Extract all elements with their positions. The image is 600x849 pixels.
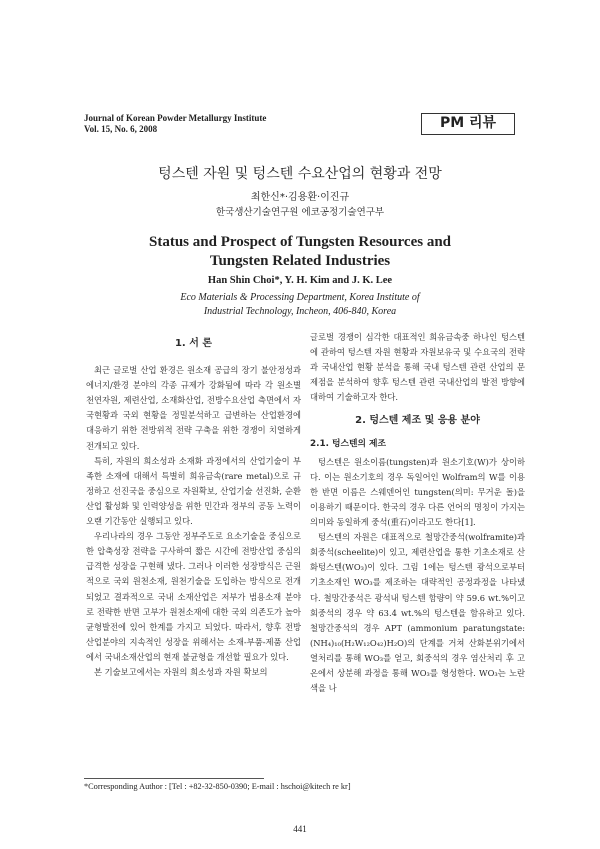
section-heading-manufacturing: 2. 텅스텐 제조 및 응용 분야 [355, 415, 480, 427]
body-paragraph-continued: 글로벌 경쟁이 심각한 대표적인 희유금속중 하나인 텅스텐에 관하여 텅스텐 자원 현황과 자원보유국 및 수요국의 전략과 국내산업 현황 분석을 통해 국내 텅스텐 관련 산업의 문제점을 분석하여 향후 텅스텐 관련 국내산업의 발전 방향에 대하여 기술하고자 한다. [310, 332, 525, 403]
english-affiliation [0, 291, 600, 319]
page-number: 441 [293, 824, 307, 834]
section-heading-introduction: 1. 서 론 [174, 338, 213, 349]
review-badge: PM 리뷰 [421, 113, 515, 135]
body-paragraph: 특히, 자원의 희소성과 소재화 과정에서의 산업기술이 부족한 소재에 대해서 특별히 희유금속(rare metal)으로 규정하고 선진국을 중심으로 자원확보, 산업기술 선진화, 순환산업 활성화 및 인력양성을 위한 민간과 정부의 공동 노력이 오랜 기간동안 실행되고 있다. [86, 455, 301, 527]
english-authors: Han Shin Choi*, Y. H. Kim and J. K. Lee [207, 275, 393, 286]
journal-header [84, 113, 266, 135]
journal-volume: Vol. 15, No. 6, 2008 [84, 124, 158, 134]
footnote-divider [84, 778, 264, 779]
body-paragraph: 본 기술보고에서는 자원의 희소성과 자원 확보의 [94, 666, 268, 677]
body-paragraph: 최근 글로벌 산업 환경은 원소재 공급의 장기 불안정성과 에너지/환경 분야의 각종 규제가 강화됨에 따라 각 원소별 천연자원, 제련산업, 소재화산업, 전방수요산업 측면에서 자국현황과 국외 현황을 정밀분석하고 급변하는 산업환경에 대응하기 위한 전방위적 전략 구축을 위한 경쟁이 치열하게 전개되고 있다. [86, 365, 301, 451]
body-paragraph: 텅스텐은 원소이름(tungsten)과 원소기호(W)가 상이하다. 이는 원소기호의 경우 독일어인 Wolfram의 W를 이용한 반면 이름은 스웨덴어인 tungsten(의미: 무거운 돌)을 이용하기 때문이다. 한국의 경우 다른 언어의 명칭이 가지는 의미와 동일하게 중석(重石)이라고도 한다[1]. [310, 456, 525, 528]
english-affiliation-line2: Industrial Technology, Incheon, 406-840, Korea [203, 306, 397, 317]
english-title-line1: Status and Prospect of Tungsten Resources and [149, 234, 451, 250]
subsection-heading: 2.1. 텅스텐의 제조 [310, 438, 387, 449]
journal-name: Journal of Korean Powder Metallurgy Institute [84, 113, 267, 123]
english-title-line2: Tungsten Related Industries [209, 253, 391, 269]
english-affiliation-line1: Eco Materials & Processing Department, Korea Institute of [180, 292, 420, 303]
english-title [0, 233, 600, 271]
body-paragraph: 텅스텐의 자원은 대표적으로 철망간중석(wolframite)과 회중석(scheelite)이 있고, 제련산업을 통한 기초소재로 산화텅스텐(WO₃)이 있다. 그림 1에는 텅스텐 광석으로부터 기초소재인 WO₃를 제조하는 대략적인 공정과정을 나타냈다. 철망간중석은 광석내 텅스텐 함량이 약 59.6 wt.%이고 회중석의 경우 약 63.4 wt.%의 텅스텐을 함유하고 있다. 철망간중석의 경우 APT (ammonium paratungstate: (NH₄)₁₀(H₂W₁₂O₄₂)H₂O)의 단계를 거쳐 산화분위기에서 열처리를 통해 WO₃를 얻고, 회중석의 경우 염산처리 후 고온에서 상분해 과정을 통해 WO₃를 형성한다. WO₃는 노란색을 나 [310, 532, 525, 694]
corresponding-author-footnote: *Corresponding Author : [Tel : +82-32-850-0390; E-mail : hschoi@kitech re kr] [84, 782, 351, 791]
korean-authors: 최한신*·김용환·이진규 [250, 192, 350, 203]
body-paragraph: 우리나라의 경우 그동안 정부주도로 요소기술을 중심으로 한 압축성장 전략을 구사하여 짧은 시간에 전방산업 중심의 급격한 성장을 구현해 냈다. 그러나 이러한 성장방식은 근원적으로 국외 원천소재, 원천기술을 도입하는 방식으로 전개되었고 결과적으로 국내 소재산업은 저부가 범용소재 분야로 전략한 반면 고부가 원천소재에 대한 국외 의존도가 높아 균형발전에 있어 한계를 가지고 되었다. 따라서, 향후 전방산업분야의 지속적인 성장을 위해서는 소재-부품-제품 산업에서 국내소재산업의 현재 불균형을 개선할 필요가 있다. [86, 531, 301, 662]
left-column [86, 330, 301, 680]
korean-affiliation: 한국생산기술연구원 에코공정기술연구부 [215, 207, 385, 218]
korean-title: 텅스텐 자원 및 텅스텐 수요산업의 현황과 전망 [158, 166, 442, 182]
right-column [310, 330, 525, 696]
